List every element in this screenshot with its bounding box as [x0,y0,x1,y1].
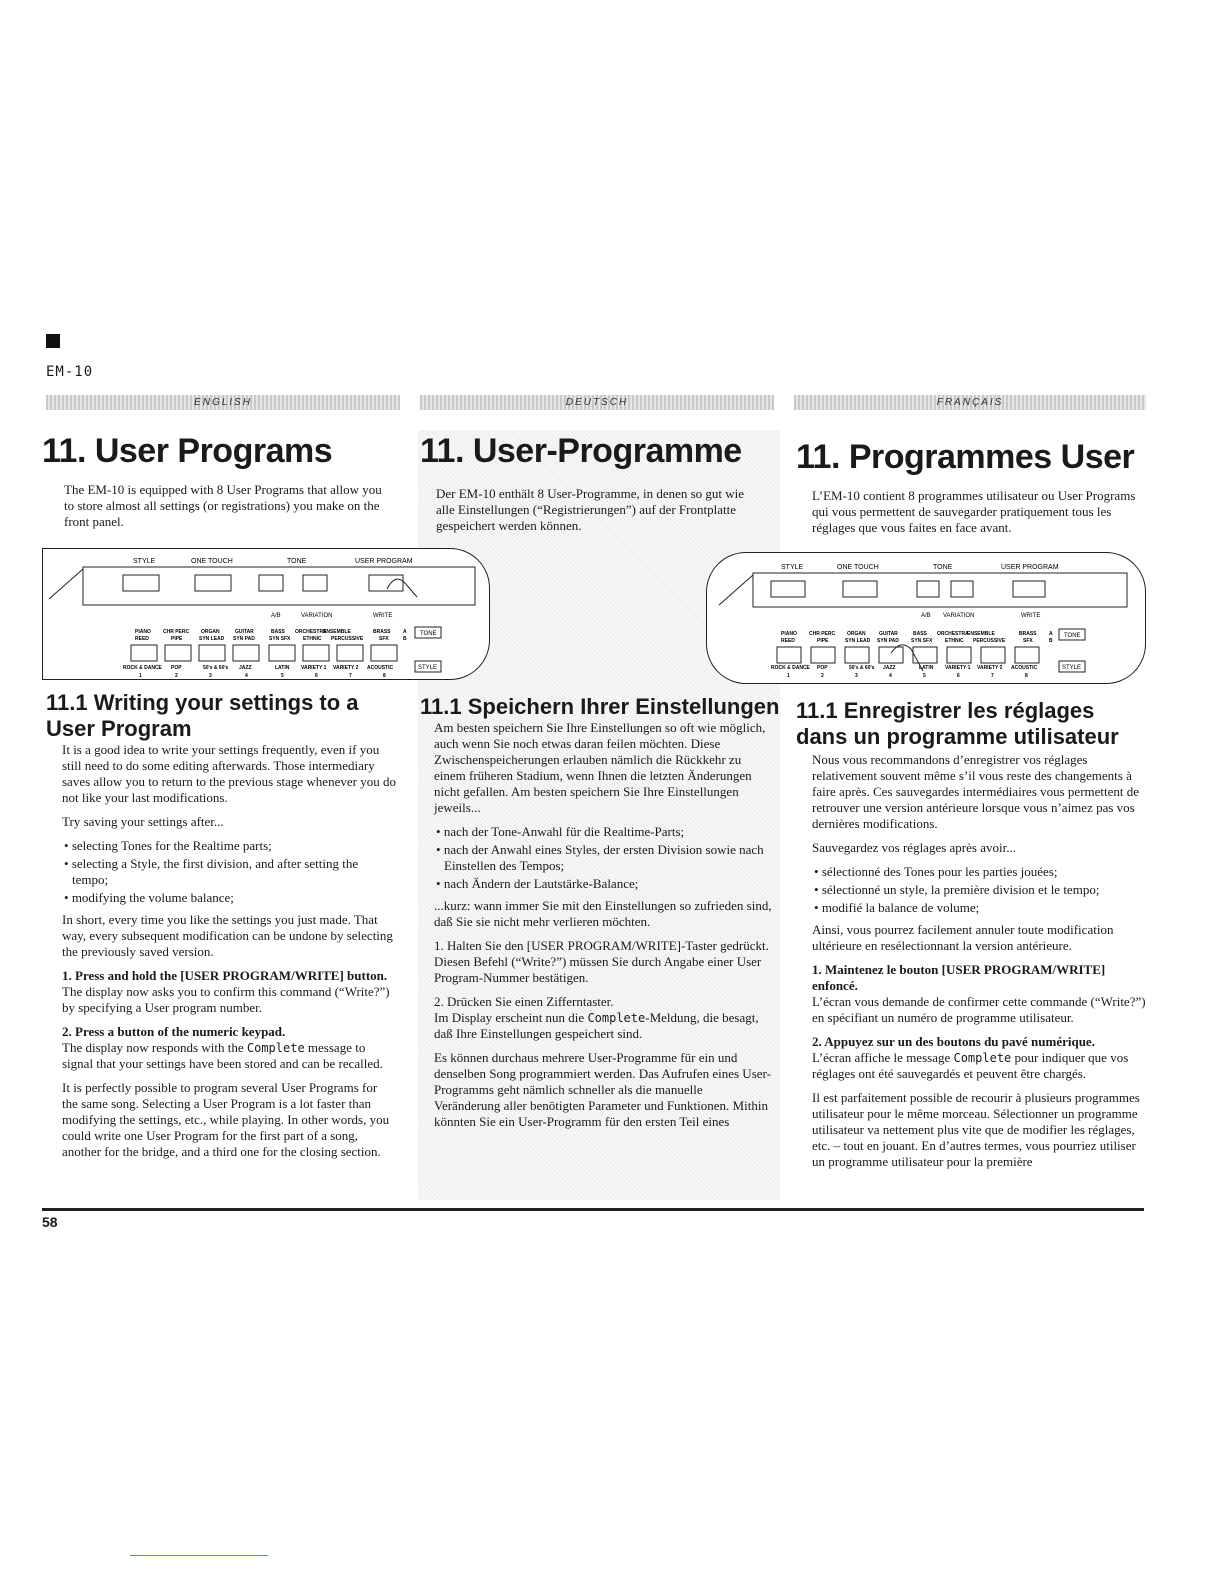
keypad-number: 1 [787,673,790,679]
tone-label: PERCUSSIVE [973,638,1006,644]
style-label: 50's & 60's [203,665,229,671]
tone-label: SFX [1023,638,1033,644]
write-button[interactable] [369,575,403,591]
paragraph: Ainsi, vous pourrez facilement annuler toute modification ultérieure en resélectionnant la version antérieure. [812,922,1114,953]
keypad-button[interactable] [199,645,225,661]
panel-label-style: STYLE [781,564,804,571]
step-title: 2. Appuyez sur un des boutons du pavé numérique. [812,1034,1095,1049]
list-item: • modifying the volume balance; [64,890,234,905]
panel-label-ab: A/B [921,613,931,619]
paragraph: Diesen Befehl (“Write?”) müssen Sie durch Angabe einer User Program-Nummer bestätigen. [434,954,762,985]
keypad-button[interactable] [913,647,937,663]
english-body [62,742,396,1168]
tone-mode-label: TONE [1064,633,1081,639]
keypad-number: 2 [175,673,178,679]
panel-label-one-touch: ONE TOUCH [837,564,879,571]
style-label: JAZZ [883,665,896,671]
tone-label: BASS [913,631,927,637]
keypad-number: 7 [349,673,352,679]
style-label: VARIETY 1 [945,665,971,671]
tone-label: PIPE [817,638,829,644]
keypad-number: 7 [991,673,994,679]
paragraph: The display now asks you to confirm this command (“Write?”) by specifying a User program number. [62,984,390,1015]
paragraph: Sauvegardez vos réglages après avoir... [812,840,1016,855]
step-title: 2. Press a button of the numeric keypad. [62,1024,286,1039]
tone-label: BASS [271,629,285,635]
keypad-button[interactable] [337,645,363,661]
paragraph: Il est parfaitement possible de recourir à plusieurs programmes utilisateur pour le même morceau. Sélectionner un programme utilisateur va nettement plus vite que de modifier les réglages, etc. – tout en jouant. En d’autres termes, vous pourriez utiliser un programme utilisateur pour la première [812,1090,1140,1169]
keypad-number: 6 [957,673,960,679]
display-message: Complete [953,1051,1012,1065]
style-label: ACOUSTIC [1011,665,1038,671]
keypad-button[interactable] [131,645,157,661]
list-item: • sélectionné des Tones pour les parties jouées; [814,864,1058,879]
display-message: Complete [587,1011,646,1025]
tone-label: SYN LEAD [845,638,871,644]
keypad-number: 5 [923,673,926,679]
panel-label-write: WRITE [1021,613,1041,619]
model-label: EM-10 [46,364,94,380]
paragraph: Nous vous recommandons d’enregistrer vos réglages relativement souvent même s’il vous reste des changements à faire après. Ces sauvegardes intermédiaires vous permettent de retrouver une version antérieure lorsque vous n’aimez pas vos dernières modifications. [812,752,1140,831]
keypad-button[interactable] [981,647,1005,663]
step-title: 1. Halten Sie den [USER PROGRAM/WRITE]-Taster gedrückt. [434,938,769,953]
page-number: 58 [42,1214,58,1230]
panel-label-style: STYLE [133,558,156,565]
tone-mode-label: TONE [420,631,437,637]
display-message: Complete [246,1041,305,1055]
tone-label: ORGAN [201,629,220,635]
paragraph: The display now responds with the Complete message to signal that your settings have been stored and can be recalled. [62,1040,383,1071]
keypad-button[interactable] [269,645,295,661]
keypad-button[interactable] [811,647,835,663]
keypad-button[interactable] [165,645,191,661]
style-label: POP [817,665,828,671]
style-label: LATIN [919,665,934,671]
style-label: LATIN [275,665,290,671]
keypad-number: 1 [139,673,142,679]
list-item: • nach der Tone-Anwahl für die Realtime-Parts; [436,824,685,839]
front-panel-illustration-fr [706,552,1146,684]
list-item: • modifié la balance de volume; [814,900,980,915]
style-button[interactable] [771,581,805,597]
panel-label-user-program: USER PROGRAM [355,558,413,565]
tone-label: REED [135,636,149,642]
bullet-list [62,838,396,906]
panel-label-user-program: USER PROGRAM [1001,564,1059,571]
ab-b-label: B [403,636,407,642]
tone-label: CHR PERC [809,631,836,637]
list-item: • sélectionné un style, la première division et le tempo; [814,882,1100,897]
panel-label-tone: TONE [933,564,953,571]
francais-intro: L’EM-10 contient 8 programmes utilisateur ou User Programs qui vous permettent de sauvegarder pratiquement tous les réglages que vous faites en face avant. [812,488,1136,535]
paragraph: L’écran vous demande de confirmer cette commande (“Write?”) en spécifiant un numéro de programme utilisateur. [812,994,1146,1025]
tone-label: SYN LEAD [199,636,225,642]
header-block [46,334,60,348]
tone-label: CHR PERC [163,629,190,635]
paragraph: In short, every time you like the settings you just made. That way, every subsequent modification can be undone by selecting the previously saved version. [62,912,393,959]
tone-label: SFX [379,636,389,642]
tone-label: BRASS [373,629,391,635]
style-label: VARIETY 2 [333,665,359,671]
one-touch-button[interactable] [843,581,877,597]
keypad-button[interactable] [947,647,971,663]
tone-label: PERCUSSIVE [331,636,364,642]
tone-label: GUITAR [235,629,254,635]
keypad-number: 3 [855,673,858,679]
keypad-number: 3 [209,673,212,679]
paragraph: It is a good idea to write your settings frequently, even if you still need to do some editing afterwards. Those intermediary saves allow you to return to the previous stage whenever you do not like your last modifications. [62,742,396,805]
tone-label: SYN PAD [877,638,899,644]
keypad-number: 4 [889,673,892,679]
keypad-number: 4 [245,673,248,679]
keypad-number: 8 [1025,673,1028,679]
tone-label: SYN SFX [269,636,291,642]
tone-label: PIANO [135,629,151,635]
ab-button[interactable] [259,575,283,591]
footer-rule [42,1208,1144,1211]
panel-label-one-touch: ONE TOUCH [191,558,233,565]
style-label: ACOUSTIC [367,665,394,671]
tone-label: ETHNIC [303,636,322,642]
bullet-list [434,824,772,892]
tone-label: GUITAR [879,631,898,637]
style-label: ROCK & DANCE [123,665,162,671]
keypad-button[interactable] [303,645,329,661]
band-english: ENGLISH [46,395,400,410]
step-title: 1. Press and hold the [USER PROGRAM/WRITE] button. [62,968,388,983]
style-label: JAZZ [239,665,252,671]
style-label: ROCK & DANCE [771,665,810,671]
tone-label: PIPE [171,636,183,642]
variation-button[interactable] [951,581,973,597]
style-button[interactable] [123,575,159,591]
style-mode-label: STYLE [418,665,438,671]
paragraph: ...kurz: wann immer Sie mit den Einstellungen so zufrieden sind, daß Sie sie nicht mehr verlieren möchten. [434,898,772,929]
style-label: VARIETY 2 [977,665,1003,671]
english-section-title: 11.1 Writing your settings to a User Program [46,690,359,741]
front-panel-illustration-en [42,548,490,680]
tone-label: ORGAN [847,631,866,637]
style-label: VARIETY 1 [301,665,327,671]
francais-body [812,752,1146,1178]
style-label: 50's & 60's [849,665,875,671]
list-item: • selecting a Style, the first division, and after setting the tempo; [64,856,359,887]
panel-label-write: WRITE [373,613,393,619]
panel-label-ab: A/B [271,613,281,619]
ab-b-label: B [1049,638,1053,644]
panel-label-variation: VARIATION [943,613,975,619]
style-label: POP [171,665,182,671]
paragraph: L’écran affiche le message Complete pour indiquer que vos réglages ont été sauvegardés et peuvent être chargés. [812,1050,1129,1081]
tone-label: REED [781,638,795,644]
variation-button[interactable] [303,575,327,591]
english-title: 11. User Programs [42,432,333,470]
paragraph: Es können durchaus mehrere User-Programme für ein und denselben Song programmiert werden. Das Aufrufen eines User-Programms geht nämlich schneller als die manuelle Veränderung aller benötigten Parameter und Funktionen. Mithin könnten Sie ein User-Programm für den ersten Teil eines [434,1050,771,1129]
keypad-number: 5 [281,673,284,679]
one-touch-button[interactable] [195,575,231,591]
tone-label: PIANO [781,631,797,637]
keypad-number: 6 [315,673,318,679]
bottom-line [130,1555,268,1556]
band-deutsch: DEUTSCH [420,395,774,410]
tone-label: ENSEMBLE [967,631,995,637]
francais-section-title: 11.1 Enregistrer les réglages dans un programme utilisateur [796,698,1119,749]
keypad-button[interactable] [1015,647,1039,663]
ab-button[interactable] [917,581,939,597]
list-item: • selecting Tones for the Realtime parts; [64,838,272,853]
panel-svg-fr [707,553,1145,683]
tone-label: ENSEMBLE [323,629,351,635]
english-intro: The EM-10 is equipped with 8 User Programs that allow you to store almost all settings (or registrations) you make on the front panel. [64,482,382,529]
ab-a-label: A [1049,631,1053,637]
panel-label-tone: TONE [287,558,307,565]
tone-label: BRASS [1019,631,1037,637]
deutsch-body [434,720,772,1138]
step-title: 1. Maintenez le bouton [USER PROGRAM/WRITE] enfoncé. [812,962,1106,993]
paragraph: Try saving your settings after... [62,814,224,829]
tone-label: SYN PAD [233,636,255,642]
tone-label: ORCHESTRA [937,631,969,637]
keypad-button[interactable] [371,645,397,661]
tone-label: ORCHESTRA [295,629,327,635]
keypad-button[interactable] [233,645,259,661]
keypad-number: 2 [821,673,824,679]
francais-title: 11. Programmes User [796,438,1135,476]
hand-pointer-icon [387,579,417,597]
write-button[interactable] [1013,581,1045,597]
step-title: 2. Drücken Sie einen Zifferntaster. [434,994,614,1009]
bullet-list [812,864,1146,916]
keypad-button[interactable] [777,647,801,663]
panel-svg-en [43,549,489,679]
deutsch-section-title: 11.1 Speichern Ihrer Einstellungen [420,694,780,719]
band-francais: FRANÇAIS [794,395,1146,410]
list-item: • nach der Anwahl eines Styles, der ersten Division sowie nach Einstellen des Tempos; [436,842,764,873]
list-item: • nach Ändern der Lautstärke-Balance; [436,876,639,891]
paragraph: Am besten speichern Sie Ihre Einstellungen so oft wie möglich, auch wenn Sie noch etwas daran feilen möchten. Diese Zwischenspeicherungen erlauben nämlich die Rückkehr zu einem früheren Stadium, wenn Ihnen die letzten Änderungen nicht gefallen. Am besten speichern Sie Ihre Einstellungen jeweils... [434,720,766,815]
ab-a-label: A [403,629,407,635]
tone-label: SYN SFX [911,638,933,644]
tone-label: ETHNIC [945,638,964,644]
style-mode-label: STYLE [1062,665,1082,671]
paragraph: Im Display erscheint nun die Complete-Meldung, die besagt, daß Ihre Einstellungen gespeichert sind. [434,1010,759,1041]
paragraph: It is perfectly possible to program several User Programs for the same song. Selecting a User Program is a lot faster than modifying the settings, etc., while playing. In other words, you could write one User Program for the first part of a song, another for the bridge, and a third one for the closing section. [62,1080,390,1159]
keypad-button[interactable] [879,647,903,663]
keypad-button[interactable] [845,647,869,663]
panel-label-variation: VARIATION [301,613,333,619]
deutsch-title: 11. User-Programme [420,432,742,470]
deutsch-intro: Der EM-10 enthält 8 User-Programme, in denen so gut wie alle Einstellungen (“Registrierungen”) auf der Frontplatte gespeichert werden können. [436,486,745,533]
keypad-number: 8 [383,673,386,679]
